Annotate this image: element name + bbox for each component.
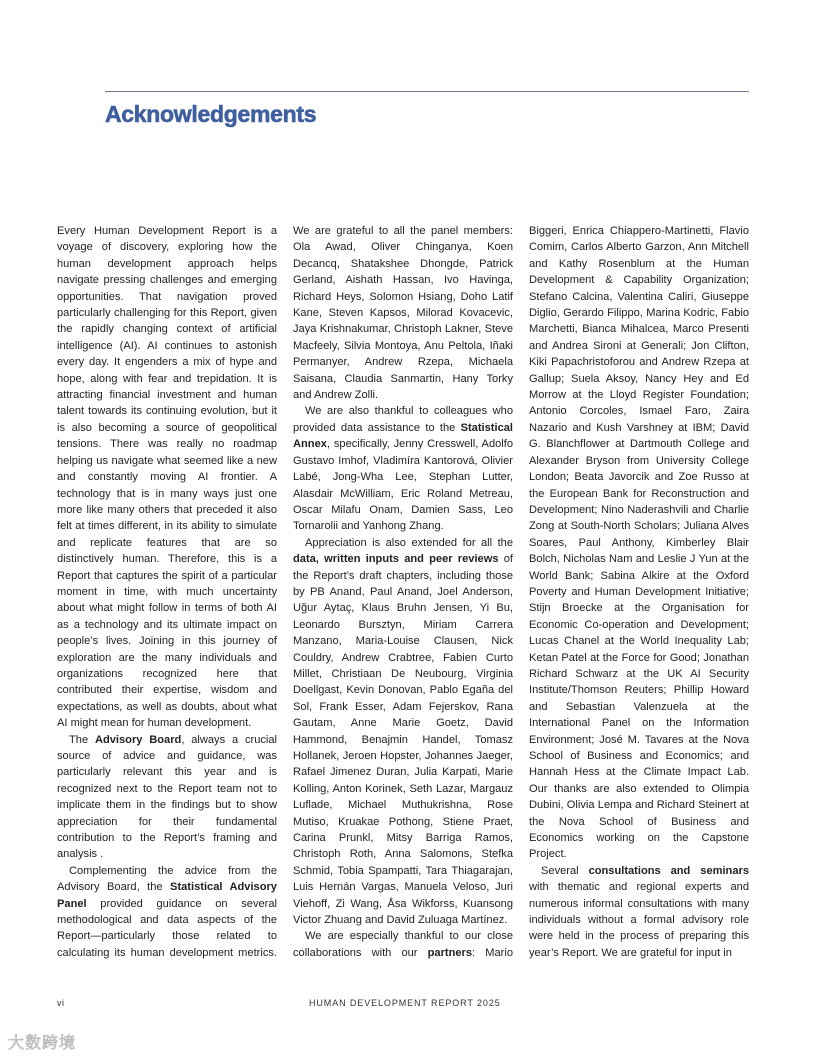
paragraph-text: , always a crucial source of advice and guidance, was particularly relevant this year and is recognized next to the Report team not to implicate them in the findings but to show appreciation for their fundamental contribution to the Report’s framing and analysis . xyxy=(57,733,278,861)
paragraph-text: Appreciation is also extended for all the xyxy=(305,536,513,549)
paragraph-text: : Mario Biggeri, Enrica Chiappero-Martinetti, Flavio Comim, Carlos Alberto Garzon, Ann Mitchell and Kathy Rosenblum at the Human Development & Capability Organization; Stefano Calcina, Valentina Caliri, Giuseppe Diglio, Gerardo Filippo, Marina Kodric, Fabio Marchetti, Bianca Mihalcea, Marco Presenti and Andrea Sironi at Generali; Jon Clifton, Kiki Papachristoforou and Andrew Rzepa at Gallup; Suela Aksoy, Nancy Hey and Ed Morrow at the Lloyd Register Foundation; Antonio Corcoles, Ismael Faro, Zaira Nazario and Kush Varshney at IBM; David G. Blanchflower at Dartmouth College and Alexander Bryson from University College London; Beata Javorcik and Zoe Russo at the European Bank for Reconstruction and Development; Nino Naderashvili and Charlie Zong at South-North Scholars; Juliana Alves Soares, Paul Anthony, Kimberley Blair Bolch, Nicholas Nam and Leslie J Yun at the World Bank; Sabina Alkire at the Oxford Poverty and Human Development Initiative; Stijn Broecke at the Organisation for Economic Co-operation and Development; Lucas Chanel at the World Inequality Lab; Ketan Patel at the Force for Good; Jonathan Richard Schwarz at the UK AI Security Institute/Thomson Reuters; Phillip Howard and Sebastian Valenzuela at the International Panel on the Information Environment; José M. Tavares at the Nova School of Business and Economics; and Hannah Hess at the Climate Impact Lab. Our thanks are also extended to Olimpia Dubini, Olivia Lempa and Richard Steinert at the Nova School of Business and Economics working on the Capstone Project. xyxy=(472,225,749,959)
paragraph-text: We are especially thankful to our close collaborations with our xyxy=(293,930,513,959)
paragraph-text: Several xyxy=(541,864,589,877)
paragraph-intro xyxy=(57,223,277,732)
bold-term: Advisory Board xyxy=(94,733,182,746)
paragraph-text: Every Human Development Report is a voyage of discovery, exploring how the human development approach helps navigate pressing challenges and emerging opportunities. That navigation proved particularly challenging for this Report, given the rapidly changing context of artificial intelligence (AI). AI continues to astonish every day. It engenders a mix of hype and hope, along with fear and trepidation. It is attracting financial investment and human talent towards its continuing evolution, but it is also becoming a source of geopolitical tensions. There was really no roadmap helping us navigate what seemed like a new and constantly moving AI frontier. A technology that is in many ways just one more like many others that preceded it also felt at times different, in its ability to simulate and replicate features that are so distinctively human. Therefore, this is a Report that captures the spirit of a particular moment in time, with much uncertainty about what might follow in terms of both AI as a technology and its ultimate impact on people’s lives. Joining in this journey of exploration are the many individuals and organizations recognized here that contributed their expertise, wisdom and expectations, as well as doubts, about what AI might mean for human development. xyxy=(57,225,277,730)
paragraph-statistical-annex xyxy=(293,403,513,534)
bold-term: consultations and seminars xyxy=(588,864,749,877)
paragraph-text: We are also thankful to colleagues who provided data assistance to the xyxy=(293,405,513,434)
acknowledgements-body xyxy=(57,223,749,965)
bold-term: partners xyxy=(427,946,473,959)
paragraph-text: provided guidance on several methodological and data aspects of the Report—particularly those related to calculating its human development metrics. We are grateful to all the panel members: Ola Awad, Oliver Chinganya, Koen Decancq, Shatakshee Dhongde, Patrick Gerland, Aishath Hassan, Ivo Havinga, Richard Heys, Solomon Hsiang, Doho Latif Kane, Steven Kapsos, Milorad Kovacevic, Jaya Krishnakumar, Christoph Lakner, Steve Macfeely, Silvia Montoya, Anu Peltola, Iñaki Permanyer, Andrew Rzepa, Michaela Saisana, Claudia Sanmartin, Hany Torky and Andrew Zolli. xyxy=(57,225,513,959)
paragraph-text: Complementing the advice from the Advisory Board, the xyxy=(57,864,277,894)
paragraph-text: with thematic and regional experts and numerous informal consultations with many individuals without a formal advisory role were held in the process of preparing this year’s Report. We are grateful for input in xyxy=(529,881,749,959)
bold-term: Statistical Annex xyxy=(293,421,513,451)
paragraph-text: , specifically, Jenny Cresswell, Adolfo Gustavo Imhof, Vladimíra Kantorová, Olivier Labé, Jong-Wha Lee, Stephan Lutter, Alasdair McWilliam, Eric Roland Metreau, Oscar Milafu Onam, Damien Sass, Leo Tornarolii and Yanhong Zhang. xyxy=(293,438,513,533)
paragraph-consultations xyxy=(529,863,749,961)
paragraph-text: of the Report’s draft chapters, including those by PB Anand, Paul Anand, Joel Anderson, Uğur Aytaç, Klaus Bruhn Jensen, Yi Bu, Leonardo Bursztyn, Miriam Carrera Manzano, Maria-Louise Clausen, Nick Couldry, Andrew Crabtree, Fabien Curto Millet, Christiaan De Neubourg, Virginia Doellgast, Kevin Donovan, Pablo Egaña del Sol, Frank Esser, Adam Fejerskov, Rana Gautam, Anne Marie Goetz, David Hammond, Benajmin Handel, Tomasz Hollanek, Jeroen Hopster, Johannes Jaeger, Rafael Jimenez Duran, Julia Karpati, Marie Kolling, Anton Korinek, Seth Lazar, Margauz Luflade, Michael Muthukrishna, Rose Mutiso, Kruakae Pothong, Stiene Praet, Carina Prunkl, Mitsy Barriga Ramos, Christoph Roth, Anna Salomons, Stefka Schmid, Tobia Spampatti, Tara Thiagarajan, Luis Hernán Vargas, Manuela Veloso, Juri Viehoff, Zi Wang, Åsa Wikforss, Kuansong Victor Zhuang and David Zuluaga Martínez. xyxy=(293,553,513,927)
bold-term: data, written inputs and peer reviews xyxy=(293,553,499,566)
page-number: vi xyxy=(57,998,65,1008)
paragraph-text: The xyxy=(69,733,95,746)
paragraph-peer-reviews xyxy=(293,535,513,929)
header-rule xyxy=(105,91,749,92)
paragraph-advisory-board xyxy=(57,732,277,863)
running-title: HUMAN DEVELOPMENT REPORT 2025 xyxy=(309,998,501,1008)
watermark-logo: 大数跨境 xyxy=(8,1033,77,1052)
page-title: Acknowledgements xyxy=(105,101,317,127)
bold-term: Statistical Advisory Panel xyxy=(57,881,277,910)
